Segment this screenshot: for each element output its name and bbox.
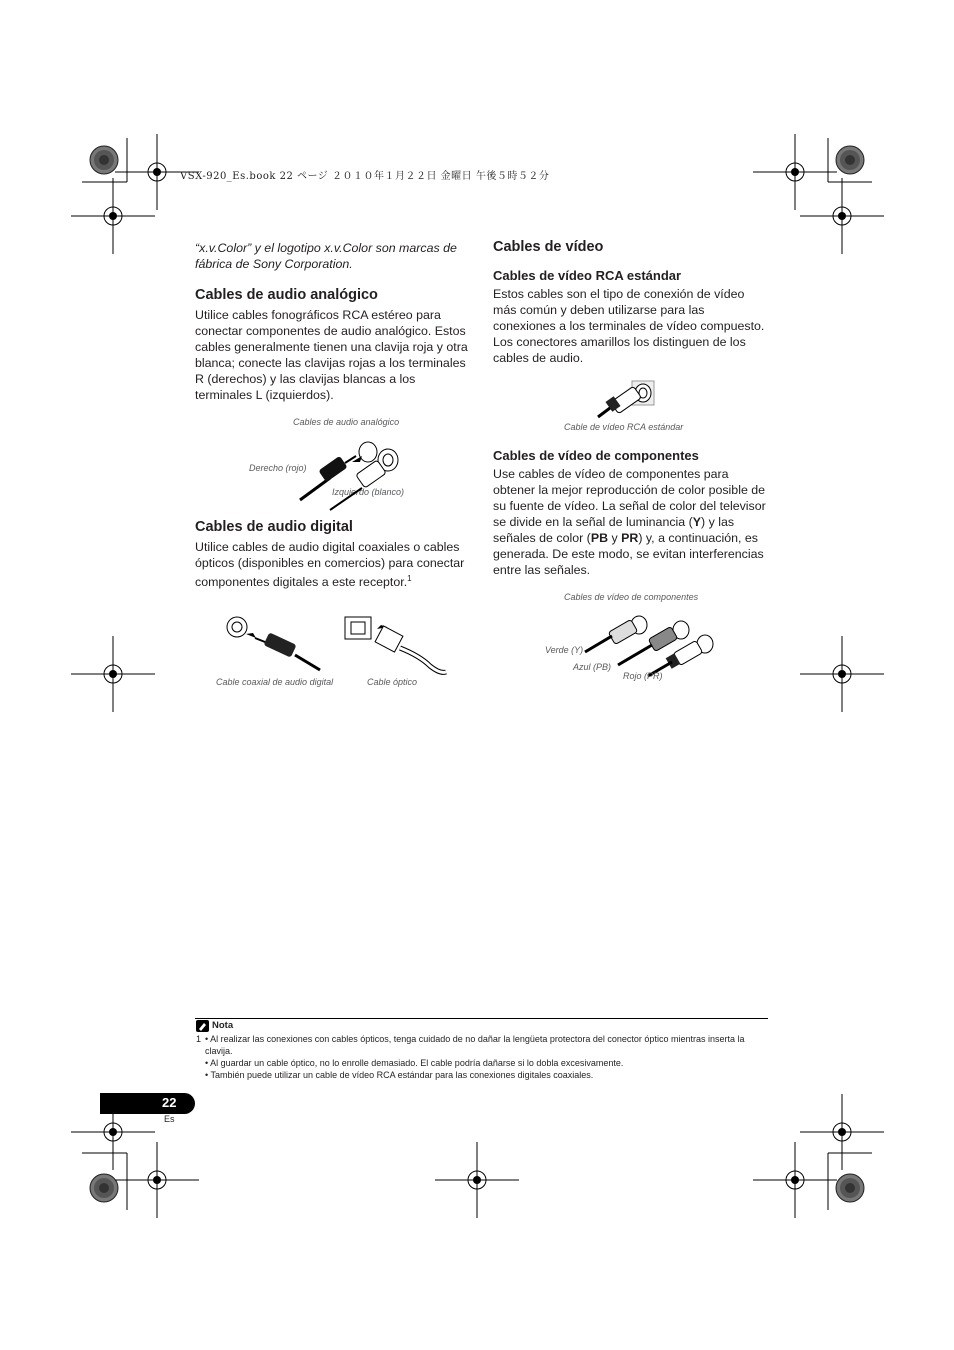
page-number: 22 (162, 1095, 177, 1110)
note-icon (196, 1020, 209, 1032)
label-blue-pb: Azul (PB) (573, 662, 612, 672)
note-item: • Al realizar las conexiones con cables ópticos, tenga cuidado de no dañar la lengüeta protectora del conector óptico mientras inserta la clavija. (205, 1034, 745, 1056)
note-number: 1 (196, 1034, 202, 1044)
analog-audio-heading: Cables de audio analógico (195, 287, 378, 303)
digital-audio-heading: Cables de audio digital (195, 519, 353, 535)
rca-video-subheading: Cables de vídeo RCA estándar (493, 268, 682, 283)
caption-coaxial: Cable coaxial de audio digital (216, 677, 334, 687)
note-item: • También puede utilizar un cable de vídeo RCA estándar para las conexiones digitales coaxiales. (205, 1070, 594, 1080)
component-video-subheading: Cables de vídeo de componentes (493, 448, 699, 463)
label-red-pr: Rojo (PR) (623, 671, 663, 681)
component-video-body: Use cables de vídeo de componentes para obtener la mejor reproducción de color posible de su fuente de vídeo. La señal de color del televisor se divide en la señal de luminancia (Y) y las señales de color (PB y PR) y, a continuación, es generada. De este modo, se evitan interferencias entre las señales. (493, 467, 766, 577)
caption-optical: Cable óptico (367, 677, 418, 687)
video-cables-heading: Cables de vídeo (493, 239, 604, 255)
footnote-ref[interactable]: 1 (407, 574, 412, 583)
note-divider (195, 1018, 768, 1019)
component-figure-title: Cables de vídeo de componentes (564, 592, 699, 602)
analog-audio-body: Utilice cables fonográficos RCA estéreo para conectar componentes de audio analógico. Estos cables generalmente tienen una clavija roja y otra blanca; conecte las clavijas rojas a los terminales R (derechos) y las clavijas blancas a los terminales L (izquierdos). (195, 308, 468, 402)
caption-rca-video: Cable de vídeo RCA estándar (564, 422, 684, 432)
trademark-note: “x.v.Color” y el logotipo x.v.Color son marcas de fábrica de Sony Corporation. (195, 241, 457, 271)
label-green-y: Verde (Y) (545, 645, 584, 655)
page-number-tab (100, 1093, 195, 1114)
analog-figure-title: Cables de audio analógico (293, 417, 400, 427)
rca-video-body: Estos cables son el tipo de conexión de vídeo más común y deben utilizarse para las conexiones a los terminales de vídeo compuesto. Los conectores amarillos los distinguen de los cables de audio. (493, 287, 765, 365)
label-right-red: Derecho (rojo) (249, 463, 307, 473)
language-code: Es (164, 1114, 175, 1124)
note-title: Nota (212, 1020, 234, 1031)
digital-audio-body: Utilice cables de audio digital coaxiales o cables ópticos (disponibles en comercios) para conectar componentes digitales a este receptor.$^1$ (195, 540, 465, 590)
book-header-line: VSX-920_Es.book 22 ページ ２０１０年１月２２日 金曜日 午後５時５２分 (180, 171, 550, 182)
label-left-white: Izquierdo (blanco) (332, 487, 405, 497)
note-item: • Al guardar un cable óptico, no lo enrolle demasiado. El cable podría dañarse si lo dobla excesivamente. (205, 1058, 624, 1068)
